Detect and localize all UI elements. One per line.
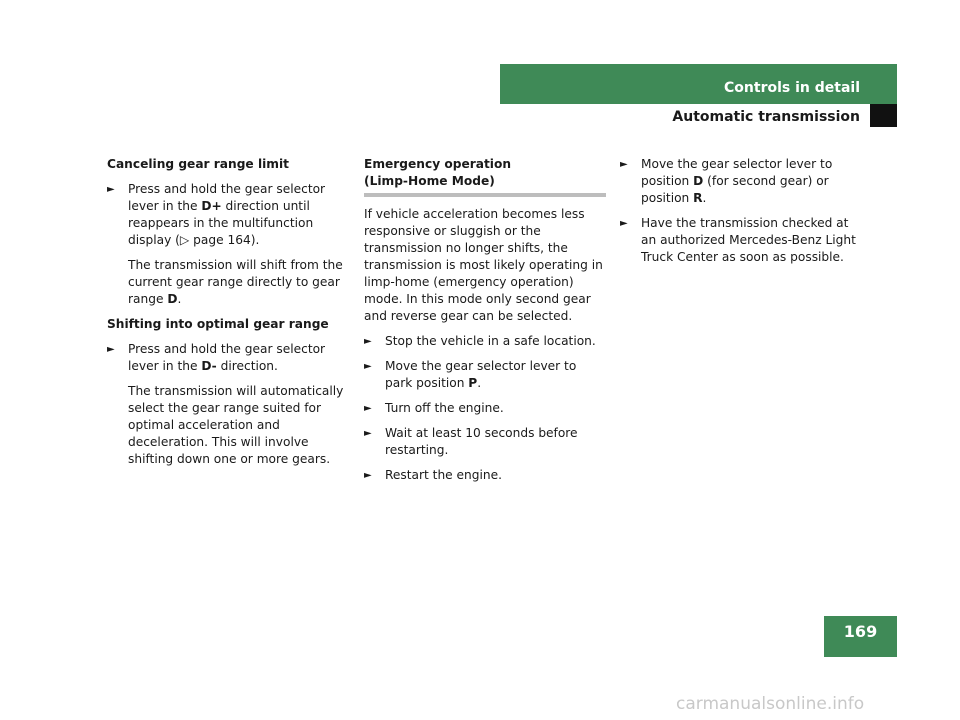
bullet-arrow-icon: ► <box>107 344 115 355</box>
step-press-hold-dminus: ► Press and hold the gear selector lever in the D- direction. <box>107 342 326 373</box>
intro-paragraph: If vehicle acceleration becomes less responsive or sluggish or the transmission no longer shifts, the transmission is most likely operating in limp-home (emergency operation) mode. In this mode only second gear and reverse gear can be selected. <box>364 207 603 323</box>
subsection-title: Automatic transmission <box>672 109 860 125</box>
bullet-arrow-icon: ► <box>364 403 372 414</box>
bullet-arrow-icon: ► <box>364 470 372 481</box>
step-stop-vehicle: ► Stop the vehicle in a safe location. <box>364 334 596 348</box>
bullet-arrow-icon: ► <box>620 159 628 170</box>
step-wait: ► Wait at least 10 seconds before restarting. <box>364 426 578 457</box>
heading-canceling-gear-range-limit: Canceling gear range limit <box>107 157 290 171</box>
column-middle <box>364 156 606 492</box>
section-title: Controls in detail <box>724 80 860 96</box>
bullet-arrow-icon: ► <box>364 428 372 439</box>
column-left <box>107 156 352 476</box>
step-park-position: ► Move the gear selector lever to park position P. <box>364 359 577 390</box>
step-move-to-d-or-r: ► Move the gear selector lever to position D (for second gear) or position R. <box>620 157 833 205</box>
heading-shifting-optimal: Shifting into optimal gear range <box>107 317 329 331</box>
bullet-arrow-icon: ► <box>364 361 372 372</box>
page-ref-icon: ▷ <box>179 233 190 247</box>
step-restart: ► Restart the engine. <box>364 468 502 482</box>
column-right <box>620 156 865 274</box>
watermark: carmanualsonline.info <box>676 694 865 714</box>
bullet-arrow-icon: ► <box>620 218 628 229</box>
step-have-checked: ► Have the transmission checked at an authorized Mercedes-Benz Light Truck Center as soon as possible. <box>620 216 856 264</box>
heading-emergency-operation: Emergency operation (Limp-Home Mode) <box>364 156 606 197</box>
bullet-arrow-icon: ► <box>364 336 372 347</box>
step-engine-off: ► Turn off the engine. <box>364 401 504 415</box>
note-automatic-selection: The transmission will automatically select the gear range suited for optimal acceleration and deceleration. This will involve shifting down one or more gears. <box>128 384 344 466</box>
note-shift-to-d: The transmission will shift from the current gear range directly to gear range D. <box>128 258 343 306</box>
step-press-hold-dplus: ► Press and hold the gear selector lever in the D+ direction until reappears in the multifunction display (▷ page 164). <box>107 182 326 247</box>
page-number: 169 <box>824 616 897 657</box>
bullet-arrow-icon: ► <box>107 184 115 195</box>
corner-marker <box>870 104 897 127</box>
